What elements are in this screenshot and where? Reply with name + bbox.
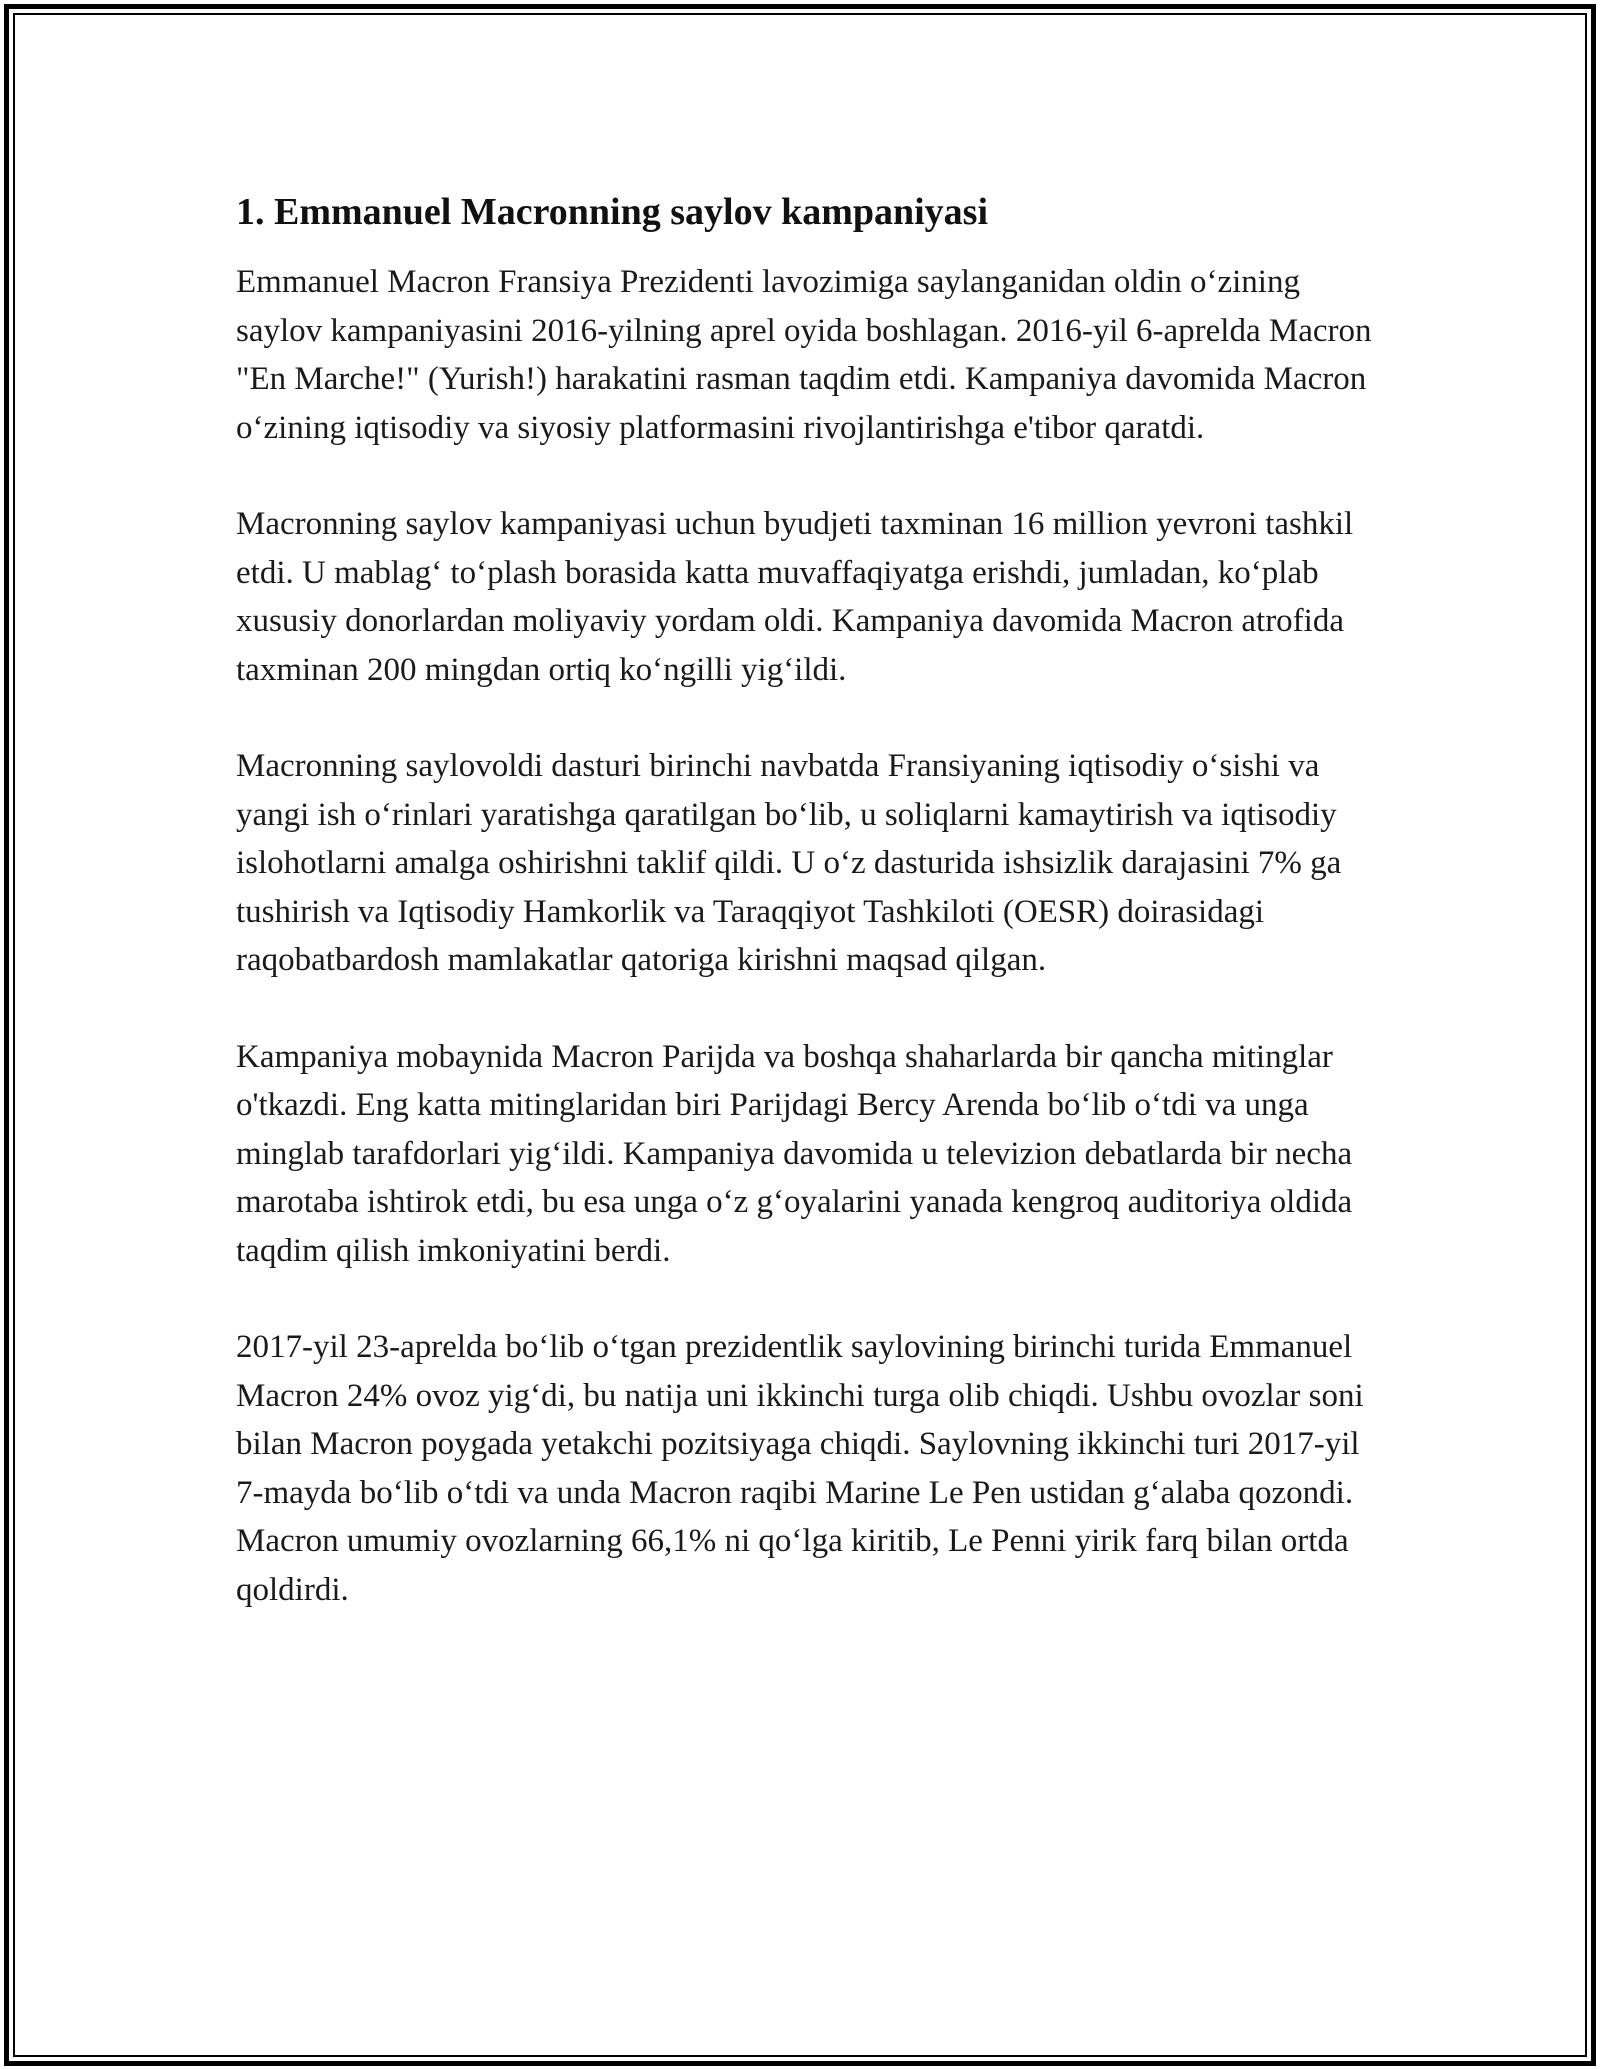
paragraph-campaign-program: Macronning saylovoldi dasturi birinchi navbatda Fransiyaning iqtisodiy o‘sishi va yangi ish o‘rinlari yaratishga qaratilgan bo‘lib, u soliqlarni kamaytirish va iqtisodiy islohotlarni amalga oshirishni taklif qildi. U o‘z dasturida ishsizlik darajasini 7% ga tushirish va Iqtisodiy Hamkorlik va Taraqqiyot Tashkiloti (OESR) doirasidagi raqobatbardosh mamlakatlar qatoriga kirishni maqsad qilgan. [236,748,1342,978]
paragraph-campaign-rallies: Kampaniya mobaynida Macron Parijda va boshqa shaharlarda bir qancha mitinglar o'tkazdi. Eng katta mitinglaridan biri Parijdagi Bercy Arenda bo‘lib o‘tdi va unga minglab tarafdorlari yig‘ildi. Kampaniya davomida u televizion debatlarda bir necha marotaba ishtirok etdi, bu esa unga o‘z g‘oyalarini yanada kengroq auditoriya oldida taqdim qilish imkoniyatini berdi. [236,1038,1353,1269]
paragraph-campaign-start: Emmanuel Macron Fransiya Prezidenti lavozimiga saylanganidan oldin o‘zining saylov kampaniyasini 2016-yilning aprel oyida boshlagan. 2016-yil 6-aprelda Macron "En Marche!" (Yurish!) harakatini rasman taqdim etdi. Kampaniya davomida Macron o‘zining iqtisodiy va siyosiy platformasini rivojlantirishga e'tibor qaratdi. [236,264,1372,446]
paragraph-election-results: 2017-yil 23-aprelda bo‘lib o‘tgan prezidentlik saylovining birinchi turida Emmanuel Macron 24% ovoz yig‘di, bu natija uni ikkinchi turga olib chiqdi. Ushbu ovozlar soni bilan Macron poygada yetakchi pozitsiyaga chiqdi. Saylovning ikkinchi turi 2017-yil 7-mayda bo‘lib o‘tdi va unda Macron raqibi Marine Le Pen ustidan g‘alaba qozondi. Macron umumiy ovozlarning 66,1% ni qo‘lga kiritib, Le Penni yirik farq bilan ortda qoldirdi. [236,1329,1364,1608]
paragraph-campaign-budget: Macronning saylov kampaniyasi uchun byudjeti taxminan 16 million yevroni tashkil etdi. U mablag‘ to‘plash borasida katta muvaffaqiyatga erishdi, jumladan, ko‘plab xususiy donorlardan moliyaviy yordam oldi. Kampaniya davomida Macron atrofida taxminan 200 mingdan ortiq ko‘ngilli yig‘ildi. [236,506,1354,688]
section-heading: 1. Emmanuel Macronning saylov kampaniyasi [236,191,989,233]
document-body [236,186,1376,1614]
